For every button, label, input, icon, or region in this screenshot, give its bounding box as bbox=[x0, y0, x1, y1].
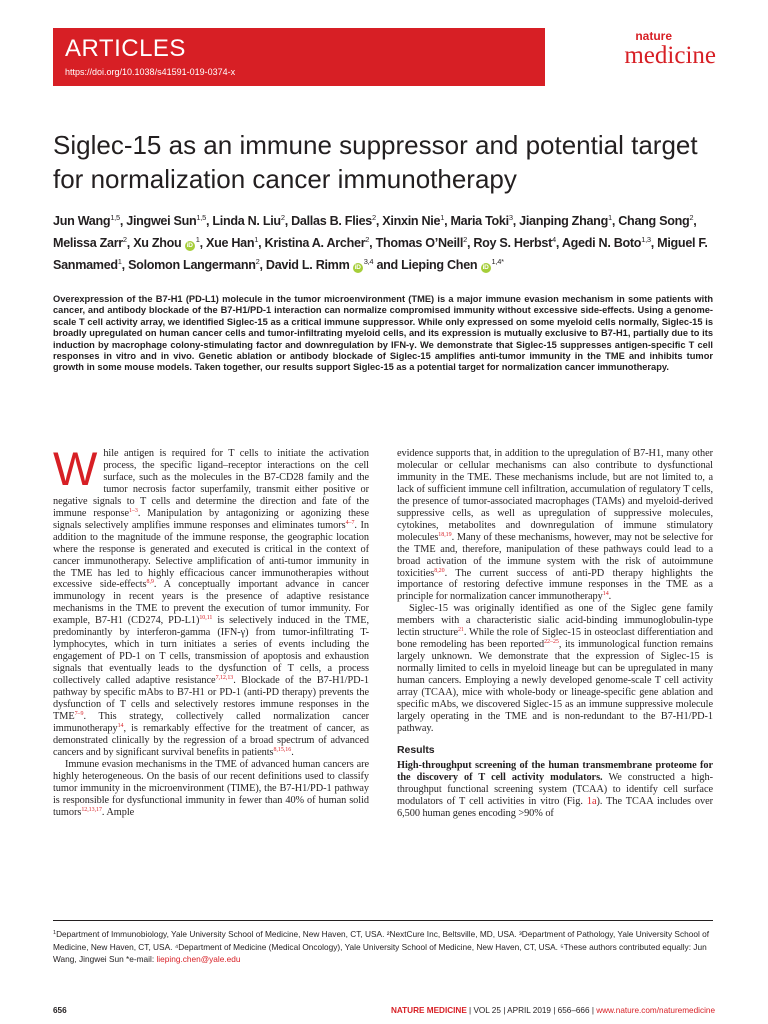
results-paragraph-1 bbox=[397, 760, 713, 820]
body-text: . bbox=[291, 746, 294, 758]
author-affiliation: 1 bbox=[195, 235, 200, 244]
author-affiliation: 2 bbox=[365, 235, 370, 244]
body-text: Siglec-15 was originally identified as one of the Siglec gene family members with a characteristic sialic acid-binding immunoglobulin-type lectin structure bbox=[397, 603, 713, 639]
page-number: 656 bbox=[53, 1006, 67, 1015]
author-affiliation: 1 bbox=[440, 213, 445, 222]
author-affiliation: 1,5 bbox=[196, 213, 206, 222]
citation-ref[interactable]: 14 bbox=[602, 591, 609, 598]
logo-medicine-text: medicine bbox=[624, 42, 716, 69]
citation-ref[interactable]: 22–25 bbox=[544, 639, 559, 646]
results-heading: Results bbox=[397, 743, 435, 756]
citation-ref[interactable]: 7,12,13 bbox=[215, 675, 234, 682]
figure-link-1a[interactable]: 1a bbox=[586, 795, 597, 807]
author-affiliation: 2 bbox=[372, 213, 376, 222]
body-text: evidence supports that, in addition to the upregulation of B7-H1, many other molecular or cellular mechanisms can also contribute to dysfunctional immunity in the TME. These mechanisms include, but are not limited to, a lack of sufficient immune cell infiltration, accumulation of regulatory T cells, the presence of tumor-associated macrophages (TAMs) and myeloid-derived suppressive cells, as well as upregulation of suppressive molecules, cytokines, metabolites and downregulation of immune stimulatory molecules bbox=[397, 448, 713, 543]
author-name: Thomas O’Neill bbox=[375, 236, 464, 250]
author-name: Xue Han bbox=[205, 236, 255, 250]
author-name: Jianping Zhang bbox=[519, 214, 608, 228]
author-name: David L. Rimm bbox=[265, 258, 350, 272]
author-affiliation: 3,4 bbox=[363, 257, 374, 266]
author-affiliation: 1,3 bbox=[641, 235, 651, 244]
author-affiliation: 1 bbox=[254, 235, 259, 244]
body-text: hile antigen is required for T cells to initiate the activation process, the specific ligand–receptor interactions on the cell surface, such as the molecules in the B7-CD28 family and the tumor necrosis factor superfamily, transmit either positive or negative signals to T cells and determine the direction and fate of the immune response bbox=[53, 448, 369, 519]
doi-link[interactable]: https://doi.org/10.1038/s41591-019-0374-x bbox=[65, 67, 236, 77]
results-subheading: High-throughput screening of the human transmembrane proteome for the discovery of T cell activity modulators. bbox=[397, 759, 713, 783]
logo-nature-text: nature bbox=[635, 29, 672, 43]
footer-journal: NATURE MEDICINE bbox=[390, 1006, 467, 1015]
author-name: Xinxin Nie bbox=[382, 214, 441, 228]
author-affiliation: 2 bbox=[122, 235, 127, 244]
author-name: Maria Toki bbox=[450, 214, 509, 228]
author-name: Miguel F. Sanmamed bbox=[53, 236, 708, 272]
author-affiliation: 1,4* bbox=[491, 257, 504, 266]
author-name: Jun Wang bbox=[53, 214, 111, 228]
body-text: , its immunological function remains largely unknown. We demonstrate that the expression of Siglec-15 is normally limited to cells in myeloid lineage but can be upregulated in many human cancers. Employing a newly developed genome-scale T cell activity array (TCAA), mice with whole-body or lineage-specific gene ablation and specific mAbs, we discovered Siglec-15 as an immune suppressive molecule largely operating in the TME and is non-redundant to the B7-H1/PD-1 pathway. bbox=[397, 639, 713, 734]
citation-ref[interactable]: 10,11 bbox=[199, 615, 213, 622]
body-column-left bbox=[53, 442, 370, 819]
author-name: Roy S. Herbst bbox=[473, 236, 553, 250]
author-affiliation: 2 bbox=[280, 213, 285, 222]
body-text: . A conceptually important advance in cancer immunology in recent years is the presence of adaptive resistance mechanisms in the TME to prevent the execution of tumor immunity. For example, B7-H1 (CD274, PD-L1) bbox=[53, 579, 369, 627]
author-affiliation: 2 bbox=[689, 213, 694, 222]
body-text: . Manipulation by antagonizing or agonizing these signals selectively amplifies immune responses and eliminates tumors bbox=[53, 507, 369, 531]
author-affiliation: 1 bbox=[117, 257, 122, 266]
affiliation-number: 1 bbox=[53, 930, 57, 936]
body-text: is selectively induced in the TME, predominantly by interferon-gamma (IFN-γ) from tumor-infiltrating T-lymphocytes, which in turn initiates a series of events including the engagement of PD-1 on T cells, transmission of apoptosis and exhaustion signals that eventually leads to the dysfunction of T cells, a process collectively called adaptive resistance bbox=[53, 615, 370, 687]
citation-ref[interactable]: 14 bbox=[117, 722, 124, 729]
author-name: Solomon Langermann bbox=[128, 258, 256, 272]
author-name: Jingwei Sun bbox=[126, 214, 197, 228]
body-text: . Many of these mechanisms, however, may not be selective for the TME and, therefore, manipulation of these pathways could lead to a broad activation of the immune system with the risk of autoimmune toxicities bbox=[397, 531, 713, 579]
author-name: Agedi N. Boto bbox=[561, 236, 642, 250]
author-name: Dallas B. Flies bbox=[291, 214, 373, 228]
author-affiliation: 3 bbox=[508, 213, 513, 222]
intro-paragraph-3 bbox=[397, 448, 713, 603]
orcid-icon[interactable]: iD bbox=[185, 241, 195, 251]
affiliations-footnote bbox=[53, 928, 718, 966]
body-text: Immune evasion mechanisms in the TME of advanced human cancers are highly heterogeneous. On the basis of our recent definitions used to classify tumor immunity in the microenvironment (TIME), the B7-H1/PD-1 pathway is responsible for dysfunctional immunity in fewer than 40% of human solid tumors bbox=[53, 758, 369, 818]
orcid-icon[interactable]: iD bbox=[481, 263, 491, 273]
results-text-a: We constructed a high-throughput functional screening system (TCAA) to identify cell surface modulators of T cell activities in vitro (Fig. bbox=[397, 771, 713, 807]
author-name: Xu Zhou bbox=[133, 236, 182, 250]
dropcap: W bbox=[53, 442, 98, 495]
intro-paragraph-2 bbox=[53, 759, 369, 819]
body-text: . Blockade of the B7-H1/PD-1 pathway by specific mAbs to B7-H1 or PD-1 (anti-PD therapy) prevents the dysfunction of T cells and selectively restores immune responses in the TME bbox=[53, 675, 369, 722]
author-affiliation: 1,5 bbox=[110, 213, 120, 222]
citation-ref[interactable]: 12,13,17 bbox=[81, 806, 102, 813]
citation-ref[interactable]: 18,19 bbox=[438, 531, 452, 538]
body-text: . Ample bbox=[101, 806, 135, 818]
footer-citation bbox=[391, 1006, 715, 1015]
body-text: . In addition to the magnitude of the immune response, the geographic location where the response is generated and executed is critical in the context of cancer immunotherapy. Selective amplification of anti-tumor immunity in the TME has led to highly efficacious cancer immunotherapies without excessive side-effects bbox=[53, 519, 370, 591]
intro-paragraph-1 bbox=[53, 442, 370, 759]
intro-paragraph-4 bbox=[397, 603, 713, 734]
section-label: ARTICLES bbox=[65, 35, 186, 62]
citation-ref[interactable]: 7–9 bbox=[74, 710, 84, 717]
author-name: Kristina A. Archer bbox=[264, 236, 366, 250]
affiliations-text: Department of Immunobiology, Yale University School of Medicine, New Haven, CT, USA. ²NextCure Inc, Beltsville, MD, USA. ³Department of Pathology, Yale University School of Medicine, New Haven, CT, USA. ⁴Department of Medicine (Medical Oncology), Yale University School of Medicine, New Haven, CT, USA. ⁵These authors contributed equally: Jun Wang, Jingwei Sun *e-mail: bbox=[53, 929, 710, 965]
article-title: Siglec-15 as an immune suppressor and potential target for normalization cancer immunotherapy bbox=[53, 130, 698, 194]
author-list: Jun Wang$^{1,5}$, Jingwei Sun$^{1,5}$, Linda N. Liu$^2$, Dallas B. Flies$^2$, Xinxin Nie$^1$, Maria Toki$^3$, Jianping Zhang$^1$, Chang Song$^2$, Melissa Zarr$^2$, Xu Zhou $iD^1$, Xue Han$^1$, Kristina A. Archer$^2$, Thomas O’Neill$^2$, Roy S. Herbst$^4$, Agedi N. Boto$^{1,3}$, Miguel F. Sanmamed$^1$, Solomon Langermann$^2$, David L. Rimm iD$^{3,4}$ and Lieping Chen $iD^{1,4*}$ bbox=[53, 213, 708, 272]
author-affiliation: 4 bbox=[552, 235, 556, 244]
body-text: . bbox=[608, 591, 612, 603]
orcid-icon[interactable]: iD bbox=[353, 263, 363, 273]
author-name: Melissa Zarr bbox=[53, 236, 123, 250]
body-text: . While the role of Siglec-15 in osteoclast differentiation and bone remodeling has been reported bbox=[397, 627, 714, 651]
author-affiliation: 2 bbox=[255, 257, 260, 266]
journal-logo bbox=[566, 30, 716, 82]
author-name: Lieping Chen bbox=[401, 258, 478, 272]
section-banner bbox=[53, 28, 545, 86]
footer-issue: | VOL 25 | APRIL 2019 | 656–666 | bbox=[466, 1006, 597, 1015]
author-name: Chang Song bbox=[618, 214, 690, 228]
body-column-right bbox=[397, 448, 713, 820]
corresponding-email[interactable]: lieping.chen@yale.edu bbox=[156, 954, 241, 965]
citation-ref[interactable]: 4–7 bbox=[345, 519, 355, 526]
footer-url[interactable]: www.nature.com/naturemedicine bbox=[596, 1006, 715, 1015]
body-text: . This strategy, collectively called normalization cancer immunotherapy bbox=[53, 710, 369, 734]
author-affiliation: 1 bbox=[607, 213, 612, 222]
body-text: . The current success of anti-PD therapy highlights the importance of restoring defective immune responses in the TME as a principle for normalization cancer immunotherapy bbox=[397, 567, 713, 603]
body-text: , is remarkably effective for the treatment of cancer, as demonstrated clinically by the regression of a broad spectrum of advanced cancers and by significant survival benefits in patients bbox=[53, 722, 369, 758]
citation-ref[interactable]: 1–3 bbox=[128, 507, 138, 514]
citation-ref[interactable]: 21 bbox=[457, 627, 464, 634]
citation-ref[interactable]: 8,9 bbox=[146, 579, 154, 586]
results-text-b: ). The TCAA includes over 6,500 human genes encoding >90% of bbox=[397, 795, 713, 819]
citation-ref[interactable]: 8,20 bbox=[434, 567, 445, 574]
abstract: Overexpression of the B7-H1 (PD-L1) molecule in the tumor microenvironment (TME) is a major immune evasion mechanism in some patients with cancer, and antibody blockade of the B7-H1/PD-1 interaction can normalize compromised immunity without excessive side-effects. Using a genome-scale T cell activity array, we identified Siglec-15 as a critical immune suppressor. While only expressed on some myeloid cells normally, Siglec-15 is broadly upregulated on human cancer cells and tumor-infiltrating myeloid cells, and its expression is mutually exclusive to B7-H1, partially due to its induction by macrophage colony-stimulating factor and downregulation by IFN-γ. We demonstrate that Siglec-15 suppresses antigen-specific T cell responses in vitro and in vivo. Genetic ablation or antibody blockade of Siglec-15 amplifies anti-tumor immunity in the TME and inhibits tumor growth in some mouse models. Taken together, our results support Siglec-15 as a potential target for normalization cancer immunotherapy. bbox=[53, 294, 713, 373]
footnote-divider bbox=[53, 920, 713, 921]
author-name: Linda N. Liu bbox=[212, 214, 281, 228]
author-affiliation: 2 bbox=[463, 235, 467, 244]
citation-ref[interactable]: 8,15,16 bbox=[273, 746, 292, 753]
